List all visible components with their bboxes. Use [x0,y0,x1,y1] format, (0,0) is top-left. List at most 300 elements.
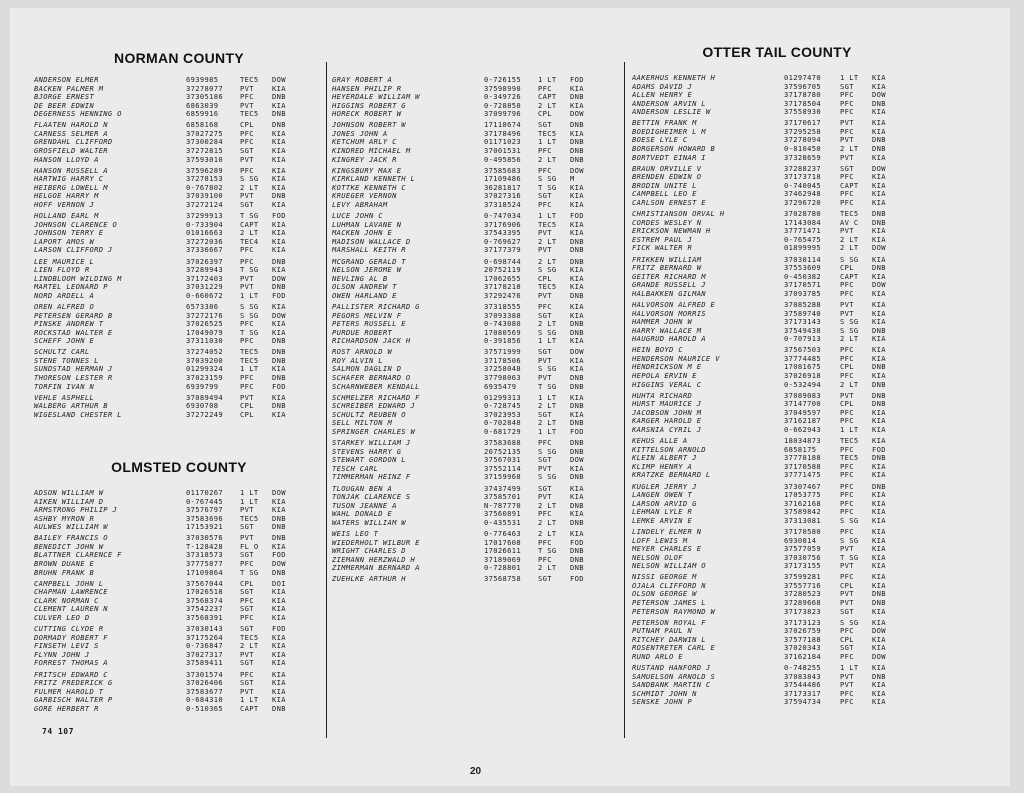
serial-number: 37318555 [484,303,521,311]
rank: PFC [840,127,854,136]
casualty-status: KIA [272,506,286,515]
roster-row [34,76,324,85]
rank: TEC5 [538,129,557,138]
soldier-name: STEWART GORDON L [332,456,406,465]
serial-number: 37176906 [484,220,521,229]
soldier-name: BOEDIGHEIMER L M [632,127,706,136]
casualty-status: KIA [570,365,584,374]
casualty-status: KIA [570,530,584,538]
casualty-status: KIA [272,229,286,238]
casualty-status: KIA [872,198,886,207]
soldier-name: BACKEN PALMER M [34,84,104,93]
roster-row [34,167,324,176]
serial-number: 0-776463 [484,530,521,538]
soldier-name: TIMMERMAN HEINZ F [332,473,411,482]
soldier-name: LUHMAN LAVANE N [332,220,402,229]
casualty-status: KIA [872,516,886,525]
soldier-name: TORFIN IVAN N [34,382,95,391]
rank: PFC [840,408,854,417]
soldier-name: HANSON RUSSELL A [34,166,108,175]
rank: S SG [840,516,859,525]
serial-number: 0-662943 [784,425,821,434]
casualty-status: KIA [272,84,286,93]
roster-row [632,590,922,599]
rank: PFC [840,508,854,517]
casualty-status: KIA [872,127,886,136]
casualty-status: KIA [570,283,584,292]
rank: PVT [538,229,552,238]
soldier-name: CARNESS SELMER A [34,129,108,138]
serial-number: 37544486 [784,681,821,690]
roster-row [332,93,624,102]
rank: 2 LT [538,530,557,538]
rank: 2 LT [538,320,557,329]
roster-row [632,417,922,426]
rank: SGT [240,523,254,532]
soldier-name: OJALA CLIFFORD N [632,581,706,590]
serial-number: 0-510365 [186,704,223,713]
casualty-status: DNB [570,419,584,428]
soldier-name: SCHULTZ CARL [34,348,90,357]
casualty-status: KIA [570,266,584,275]
roster-row [632,210,922,219]
rank: TEC5 [840,454,859,463]
serial-number: 37596705 [784,82,821,91]
serial-number: 37020343 [784,644,821,653]
casualty-status: KIA [272,237,286,246]
rank: 1 LT [840,425,859,434]
serial-number: 37272036 [186,237,223,246]
soldier-name: FINSETH LEVI S [34,642,99,651]
serial-number: 36281817 [484,183,521,192]
roster-group [34,534,324,577]
rank: 1 LT [538,427,557,436]
roster-group [332,121,624,164]
casualty-status: DNB [272,514,286,523]
casualty-status: DNB [272,121,286,130]
roster-row [632,83,922,92]
serial-number: 37778188 [784,454,821,463]
roster-row [34,523,324,532]
serial-number: 37278153 [186,175,223,184]
serial-number: 01299313 [484,393,521,402]
casualty-status: FOD [272,551,286,560]
soldier-name: GRENDAHL CLIFFORD [34,138,113,147]
roster-row [34,229,324,238]
serial-number: 37543395 [484,229,521,238]
serial-number: 37278077 [186,84,223,93]
casualty-status: KIA [872,471,886,480]
soldier-name: HAMMER JOHN W [632,318,693,327]
soldier-name: HARRY WALLACE M [632,326,702,335]
casualty-status: KIA [872,508,886,517]
roster-row [632,573,922,582]
roster-group [34,394,324,420]
serial-number: 01170267 [186,489,223,497]
roster-row [632,136,922,145]
roster-row [632,335,922,344]
roster-row [332,312,624,321]
soldier-name: LARSON CLIFFORD J [34,246,113,255]
column-divider [326,62,327,738]
roster-row [632,471,922,480]
serial-number: 37258048 [484,365,521,374]
casualty-status: DNB [272,192,286,201]
rank: PVT [240,650,254,659]
soldier-name: HIGGINS VERAL C [632,380,702,389]
serial-number: 37558930 [784,108,821,117]
rank: PFC [840,354,854,363]
rank: PFC [538,555,552,564]
serial-number: 37589740 [784,309,821,318]
roster-row [632,310,922,319]
casualty-status: FOD [272,382,286,391]
serial-number: 37173718 [784,173,821,182]
rank: PVT [840,672,854,681]
rank: PVT [840,391,854,400]
soldier-name: BOESE LYLE C [632,136,688,145]
serial-number: 37295258 [784,127,821,136]
rank: TEC5 [240,348,259,357]
casualty-status: KIA [272,320,286,329]
casualty-status: KIA [272,642,286,651]
rank: 1 LT [840,74,859,82]
roster-group [34,76,324,119]
casualty-status: KIA [872,372,886,381]
roster-group [34,121,324,164]
rank: CAPT [240,220,259,229]
soldier-name: KETCHUM ARLY C [332,138,397,147]
serial-number: 37318524 [484,200,521,209]
roster-row [632,372,922,381]
serial-number: 37099796 [484,110,521,119]
rank: AV C [840,218,859,227]
roster-row [34,679,324,688]
soldier-name: DEGERNESS HENNING O [34,110,122,119]
casualty-status: DOW [272,274,286,283]
soldier-name: MARSHALL KEITH R [332,246,406,255]
rank: 1 LT [240,696,259,705]
roster-row [332,167,624,176]
rank: TEC5 [240,110,259,119]
roster-row [34,688,324,697]
rank: PVT [240,155,254,164]
casualty-status: DNB [570,473,584,482]
roster-row [34,411,324,420]
roster-row [34,85,324,94]
rank: PVT [240,534,254,543]
rank: SGT [240,605,254,614]
roster-row [332,510,624,519]
soldier-name: HAUGRUD HAROLD A [632,335,706,344]
roster-row [34,534,324,543]
roster-row [34,283,324,292]
serial-number: 37594734 [784,698,821,707]
soldier-name: NISSI GEORGE M [632,573,697,582]
soldier-name: PINSKE ANDREW T [34,320,104,329]
roster-group [632,619,922,662]
roster-row [332,575,624,584]
roster-row [632,173,922,182]
casualty-status: KIA [570,183,584,192]
casualty-status: DOW [872,91,886,100]
roster-row [332,201,624,210]
rank: PVT [840,153,854,162]
soldier-name: FICK WALTER R [632,244,693,253]
casualty-status: FOD [272,291,286,300]
soldier-name: CARLSON ERNEST E [632,198,706,207]
rank: CPL [240,579,254,588]
roster-group [632,573,922,616]
casualty-status: KIA [570,192,584,201]
soldier-name: SELL MILTON M [332,419,393,428]
roster-row [632,454,922,463]
rank: SGT [240,659,254,668]
serial-number: 17049079 [186,328,223,337]
rank: CPL [240,121,254,130]
rank: PFC [840,281,854,290]
roster-row [632,508,922,517]
roster-row [332,258,624,267]
soldier-name: ANDERSON ELMER [34,76,99,84]
serial-number: 0-728801 [484,564,521,573]
rank: T SG [240,266,259,275]
rank: S SG [840,255,859,264]
serial-number: 0-748255 [784,664,821,673]
serial-number: 37189069 [484,555,521,564]
soldier-name: GROSFIELD WALTER [34,147,108,156]
roster-group [632,664,922,707]
serial-number: 6858168 [186,121,219,130]
soldier-name: FLAATEN HAROLD N [34,121,108,130]
serial-number: 37589842 [784,508,821,517]
roster-row [632,545,922,554]
rank: FL O [240,542,259,551]
roster-row [34,560,324,569]
casualty-status: DNB [872,454,886,463]
soldier-name: TUSON JEANNE A [332,501,397,510]
rank: PVT [840,562,854,571]
roster-row [332,428,624,437]
roster-group [332,212,624,255]
roster-row [332,402,624,411]
rank: S SG [538,266,557,275]
serial-number: 37568758 [484,575,521,584]
soldier-name: AIKEN WILLIAM D [34,497,104,506]
casualty-status: KIA [872,82,886,91]
serial-number: 0-707913 [784,335,821,344]
casualty-status: KIA [272,166,286,175]
roster-row [34,266,324,275]
roster-row [332,456,624,465]
rank: PVT [240,506,254,515]
soldier-name: BJORGE ERNEST [34,93,95,102]
serial-number: 37568374 [186,596,223,605]
roster-row [34,506,324,515]
roster-row [632,318,922,327]
roster-row [34,212,324,221]
roster-row [332,184,624,193]
serial-number: 17143084 [784,218,821,227]
rank: PFC [840,372,854,381]
roster-row [34,642,324,651]
soldier-name: MACKEN JOHN E [332,229,393,238]
casualty-status: KIA [272,155,286,164]
serial-number: 37093388 [484,311,521,320]
rank: PFC [840,198,854,207]
soldier-name: JOHNSON TERRY E [34,229,104,238]
casualty-status: KIA [570,393,584,402]
rank: T SG [538,183,557,192]
roster-row [34,258,324,267]
roster-row [34,543,324,552]
soldier-name: JONES JOHN A [332,129,388,138]
roster-row [632,119,922,128]
casualty-status: KIA [272,200,286,209]
serial-number: 0-810450 [784,145,821,154]
serial-number: 17153921 [186,523,223,532]
soldier-name: SALMON DAGLIN D [332,365,402,374]
soldier-name: HEIN BOYD C [632,346,683,355]
roster-row [632,636,922,645]
rank: PFC [840,346,854,355]
casualty-status: DNB [570,374,584,383]
soldier-name: KINDRED MICHAEL M [332,147,411,156]
soldier-name: HARTWIG HARRY C [34,175,104,184]
roster-row [34,597,324,606]
roster-group [332,485,624,528]
roster-row [332,192,624,201]
serial-number: 17109486 [484,175,521,184]
serial-number: 37593010 [186,155,223,164]
casualty-status: DNB [872,218,886,227]
soldier-name: PEGORS MELVIN F [332,311,402,320]
soldier-name: GORE HERBERT R [34,704,99,713]
roster-row [632,528,922,537]
casualty-status: KIA [872,108,886,117]
casualty-status: KIA [872,318,886,327]
soldier-name: CLEMENT LAUREN N [34,605,108,614]
serial-number: 37599281 [784,573,821,582]
serial-number: 37085288 [784,301,821,309]
serial-number: 37178218 [484,283,521,292]
casualty-status: DNB [570,246,584,255]
serial-number: 37289943 [186,266,223,275]
casualty-status: DOW [272,560,286,569]
rank: PFC [840,289,854,298]
soldier-name: MCGRAND GERALD T [332,257,406,266]
rank: SGT [538,348,552,357]
rank: T SG [240,212,259,221]
rank: PFC [840,689,854,698]
rank: SGT [840,607,854,616]
serial-number: 37583688 [484,439,521,448]
serial-number: 17062655 [484,274,521,283]
soldier-name: LUCE JOHN C [332,212,383,221]
roster-group [332,303,624,346]
serial-number: 01016663 [186,229,223,238]
serial-number: 37771475 [784,471,821,480]
rank: TEC5 [840,210,859,219]
soldier-name: LINDELY ELMER N [632,528,702,536]
serial-number: 37774485 [784,354,821,363]
soldier-name: CHAPMAN LAWRENCE [34,588,108,597]
casualty-status: KIA [272,138,286,147]
casualty-status: DNB [272,93,286,102]
casualty-status: DNB [872,363,886,372]
soldier-name: SCHARNWEBER KENDALL [332,382,420,391]
roster-row [632,426,922,435]
soldier-name: BENEDICT JOHN W [34,542,104,551]
casualty-status: KIA [872,698,886,707]
casualty-status: DNB [272,257,286,266]
roster-row [632,491,922,500]
casualty-status: DNB [872,482,886,491]
casualty-status: KIA [272,183,286,192]
soldier-name: HALVORSON MORRIS [632,309,706,318]
casualty-status: DNB [570,447,584,456]
casualty-status: KIA [872,289,886,298]
soldier-name: ANDERSON ARVIN L [632,99,706,108]
rank: T SG [240,328,259,337]
roster-row [332,502,624,511]
casualty-status: KIA [872,153,886,162]
serial-number: 37173317 [784,689,821,698]
casualty-status: FOD [272,212,286,221]
roster-row [332,102,624,111]
rank: PFC [538,439,552,448]
soldier-name: FRITZ BERNARD W [632,264,702,273]
serial-number: 0-698744 [484,257,521,266]
serial-number: 37288237 [784,164,821,173]
rank: SGT [840,82,854,91]
soldier-name: HEYERDALE WILLIAM W [332,93,420,102]
roster-row [332,138,624,147]
casualty-status: KIA [570,311,584,320]
roster-row [632,664,922,673]
roster-row [632,392,922,401]
rank: T SG [240,568,259,577]
rank: TEC4 [240,237,259,246]
roster-group [632,256,922,299]
casualty-status: DNB [872,264,886,273]
roster-row [332,320,624,329]
roster-row [632,264,922,273]
serial-number: 37552114 [484,464,521,473]
serial-number: 37162168 [784,499,821,508]
roster-row [632,562,922,571]
serial-number: 37571999 [484,348,521,357]
casualty-status: M [570,175,575,184]
rank: PVT [840,227,854,236]
serial-number: 6573386 [186,303,219,311]
casualty-status: DOW [570,348,584,357]
rank: PFC [240,257,254,266]
casualty-status: DNB [570,555,584,564]
roster-row [632,517,922,526]
casualty-status: DNB [570,518,584,527]
soldier-name: SCHULTZ REUBEN O [332,410,406,419]
roster-row [34,121,324,130]
casualty-status: KIA [272,101,286,110]
roster-group [332,530,624,573]
serial-number: 37170588 [784,462,821,471]
rank: 2 LT [538,237,557,246]
serial-number: 20752119 [484,266,521,275]
rank: CAPT [240,704,259,713]
serial-number: 37173123 [784,618,821,627]
rank: SGT [240,679,254,688]
